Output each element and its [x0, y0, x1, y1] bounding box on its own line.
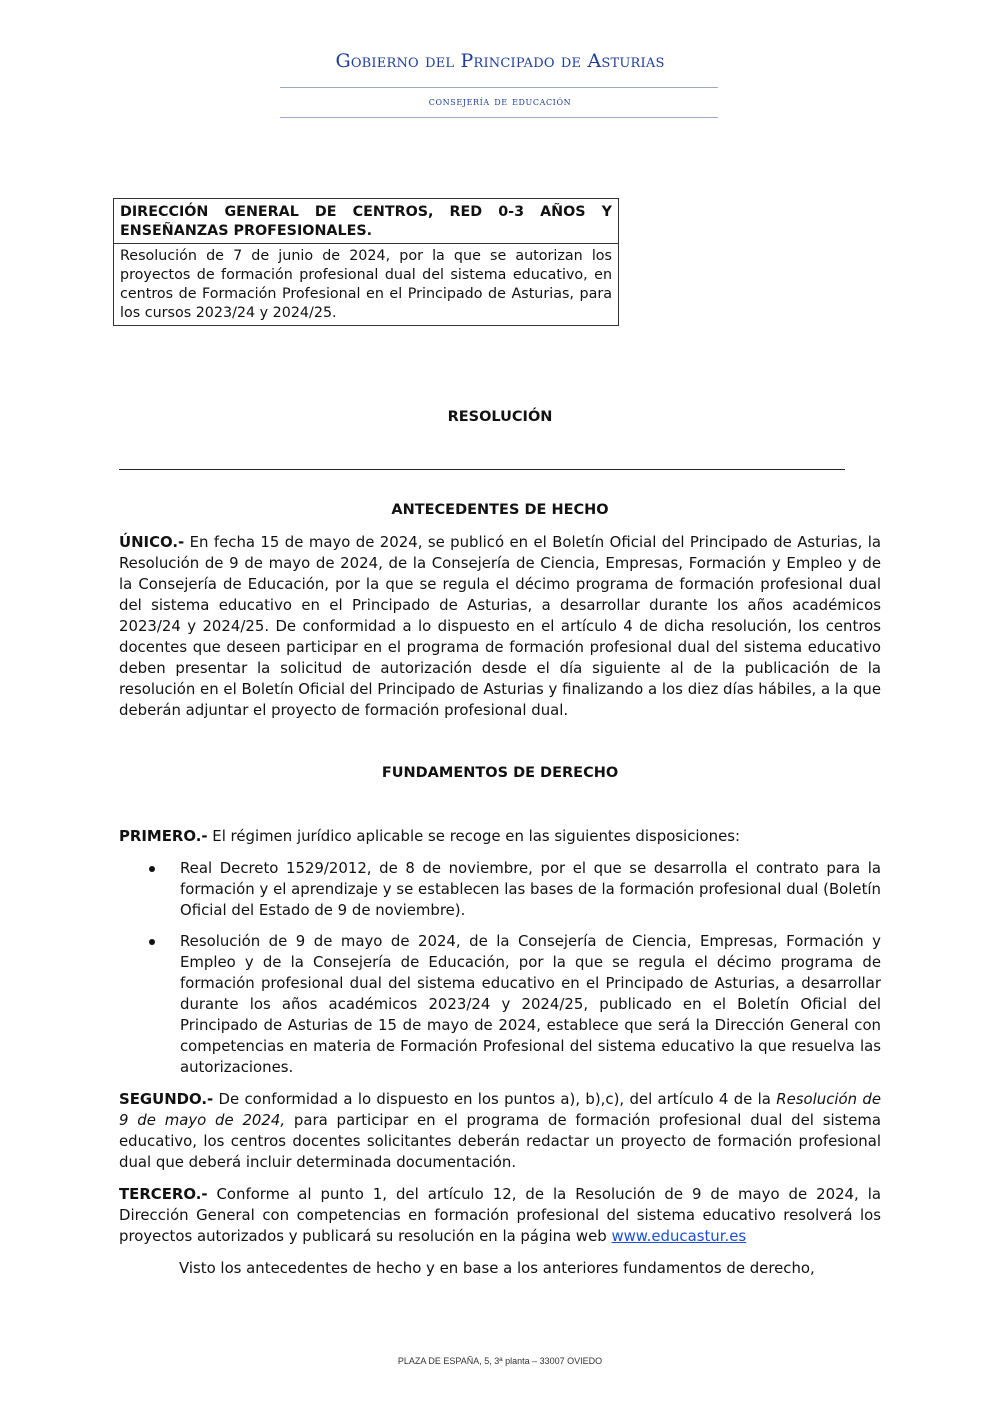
unico-text: En fecha 15 de mayo de 2024, se publicó en el Boletín Oficial del Principado de Asturias, la Resolución de 9 de mayo de 2024, de la Consejería de Ciencia, Empresas, Formación y Empleo y de la Consejería de Educación, por la que se regula el décimo programa de formación profesional dual del sistema educativo en el Principado de Asturias, a desarrollar durante los años académicos 2023/24 y 2024/25. De conformidad a lo dispuesto en el artículo 4 de dicha resolución, los centros docentes que deseen participar en el programa de formación profesional dual del sistema educativo deben presentar la solicitud de autorización desde el día siguiente al de la publicación de la resolución en el Boletín Oficial del Principado de Asturias y finalizando a los diez días hábiles, a la que deberán adjuntar el proyecto de formación profesional dual.: [119, 533, 881, 719]
header-box-summary: Resolución de 7 de junio de 2024, por la que se autorizan los proyectos de formación profesional dual del sistema educativo, en centros de Formación Profesional en el Principado de Asturias, para los cursos 2023/24 y 2024/25.: [120, 248, 612, 321]
unico-paragraph: [119, 532, 881, 721]
bullet-item-1: Real Decreto 1529/2012, de 8 de noviembre, por el que se desarrolla el contrato para la formación y el aprendizaje y se establecen las bases de la formación profesional dual (Boletín Oficial del Estado de 9 de noviembre).: [180, 859, 881, 919]
primero-text: El régimen jurídico aplicable se recoge en las siguientes disposiciones:: [207, 827, 741, 845]
fundamentos-heading: FUNDAMENTOS DE DERECHO: [381, 765, 619, 781]
tercero-text: Conforme al punto 1, del artículo 12, de la Resolución de 9 de mayo de 2024, la Dirección General con competencias en formación profesional del sistema educativo resolverá los proyectos autorizados y publicará su resolución en la página web: [119, 1185, 881, 1245]
bullet-item-2: Resolución de 9 de mayo de 2024, de la Consejería de Ciencia, Empresas, Formación y Empleo y de la Consejería de Educación, por la que se regula el décimo programa de formación profesional dual del sistema educativo en el Principado de Asturias, a desarrollar durante los años académicos 2023/24 y 2024/25, publicado en el Boletín Oficial del Principado de Asturias de 15 de mayo de 2024, establece que será la Dirección General con competencias en materia de Formación Profesional del sistema educativo la que resuelva las autorizaciones.: [180, 932, 881, 1076]
educastur-link[interactable]: www.educastur.es: [611, 1227, 747, 1245]
primero-label: PRIMERO.-: [119, 827, 208, 845]
bullet-dot-2: [149, 939, 155, 945]
primero-paragraph: [119, 826, 881, 847]
letterhead-subtitle: consejería de educación: [428, 94, 572, 108]
segundo-text-b: para participar en el programa de formación profesional dual del sistema educativo, los centros docentes solicitantes deberán redactar un proyecto de formación profesional dual que deberá incluir determinada documentación.: [119, 1111, 881, 1171]
tercero-label: TERCERO.-: [119, 1185, 208, 1203]
footer-address: PLAZA DE ESPAÑA, 5, 3ª planta – 33007 OVIEDO: [397, 1356, 603, 1366]
segundo-label: SEGUNDO.-: [119, 1090, 214, 1108]
antecedentes-heading: ANTECEDENTES DE HECHO: [391, 502, 609, 518]
unico-label: ÚNICO.-: [119, 533, 185, 551]
bullet-dot-1: [149, 866, 155, 872]
section-divider: [119, 469, 845, 470]
segundo-paragraph: [119, 1089, 881, 1173]
resolution-title: RESOLUCIÓN: [447, 409, 553, 425]
header-box: [113, 198, 619, 326]
tercero-paragraph: [119, 1184, 881, 1247]
letterhead-rule-top: [280, 87, 718, 88]
letterhead-rule-bottom: [280, 117, 718, 118]
visto-paragraph: Visto los antecedentes de hecho y en base a los anteriores fundamentos de derecho,: [179, 1259, 815, 1277]
segundo-italic-ref: Resolución de 9 de mayo de 2024,: [119, 1090, 882, 1129]
header-box-unit: DIRECCIÓN GENERAL DE CENTROS, RED 0-3 AÑOS Y ENSEÑANZAS PROFESIONALES.: [114, 199, 618, 244]
segundo-text-a: De conformidad a lo dispuesto en los puntos a), b),c), del artículo 4 de la: [213, 1090, 777, 1108]
letterhead-title: Gobierno del Principado de Asturias: [335, 50, 665, 72]
